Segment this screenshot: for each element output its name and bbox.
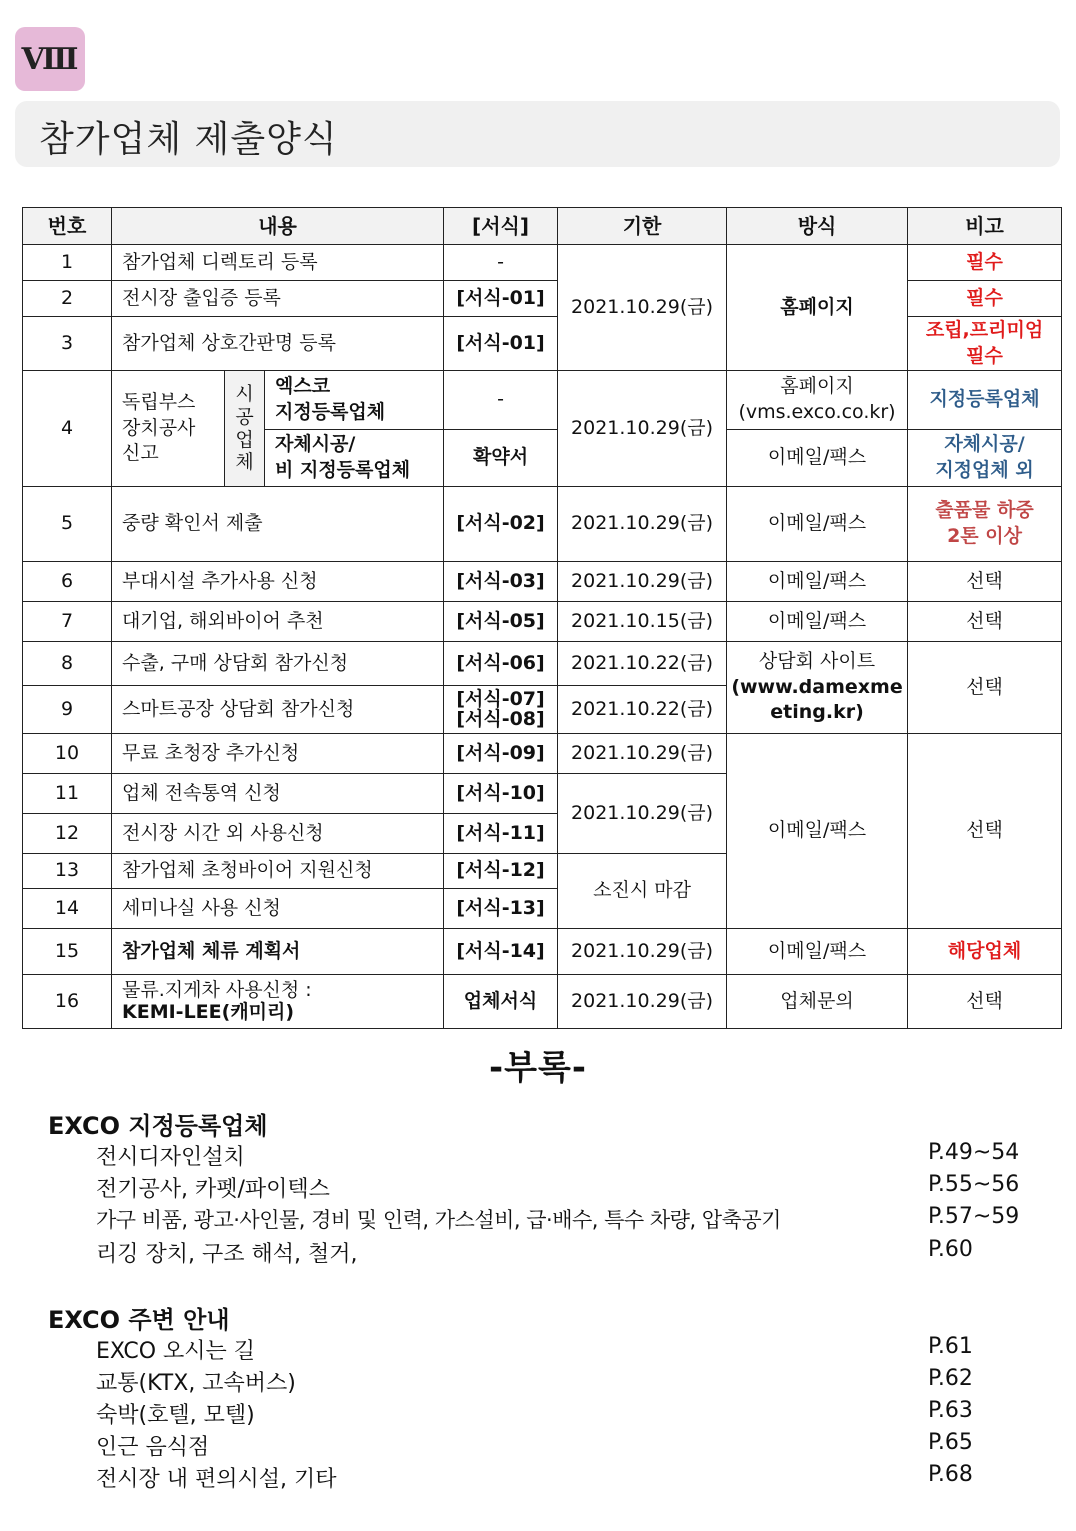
- page-title: 참가업체 제출양식: [39, 119, 338, 160]
- table-row: [23, 929, 1062, 975]
- note-line: 지정업체 외: [935, 459, 1034, 481]
- row-subcontent: [265, 371, 444, 430]
- appendix-item-label: 전시장 내 편의시설, 기타: [96, 1467, 337, 1492]
- row-number: 6: [23, 562, 112, 602]
- content-line: KEMI-LEE(캐미리): [122, 1000, 295, 1023]
- col-header-form: [서식]: [444, 208, 558, 245]
- row-number: 11: [23, 774, 112, 814]
- row-method: 홈페이지: [727, 245, 908, 371]
- row-content: 참가업체 상호간판명 등록: [112, 317, 444, 371]
- row-note-required: 필수: [908, 245, 1062, 281]
- row-form: [서식-09]: [444, 734, 558, 774]
- row-content: 참가업체 초청바이어 지원신청: [112, 854, 444, 889]
- appendix-item-page: P.55~56: [928, 1172, 1020, 1197]
- subcontent-line: 지정등록업체: [275, 401, 386, 423]
- row-note: [908, 487, 1062, 562]
- row-deadline: 2021.10.29(금): [558, 774, 727, 854]
- row-content: 참가업체 체류 계획서: [112, 929, 444, 975]
- appendix-item-label: 인근 음식점: [96, 1435, 210, 1460]
- col-header-content: 내용: [112, 208, 444, 245]
- row-content: 세미나실 사용 신청: [112, 889, 444, 929]
- row-content: 부대시설 추가사용 신청: [112, 562, 444, 602]
- appendix-item-label: 가구 비품, 광고·사인물, 경비 및 인력, 가스설비, 급·배수, 특수 차량, 압축공기: [96, 1208, 781, 1232]
- form-line: [서식-08]: [456, 707, 545, 730]
- row-form: [서식-06]: [444, 642, 558, 686]
- row-content: 전시장 시간 외 사용신청: [112, 814, 444, 854]
- appendix-item-page: P.62: [928, 1366, 973, 1391]
- title-bar: [15, 101, 1060, 167]
- content-line: 신고: [122, 442, 159, 465]
- row-deadline: 2021.10.22(금): [558, 686, 727, 734]
- row-content: 중량 확인서 제출: [112, 487, 444, 562]
- appendix-title: -부록-: [489, 1048, 587, 1088]
- appendix-item-page: P.68: [928, 1462, 973, 1487]
- method-line: eting.kr): [770, 701, 864, 724]
- row-number: 2: [23, 281, 112, 317]
- vertical-char: 업: [235, 428, 254, 451]
- col-header-note: 비고: [908, 208, 1062, 245]
- appendix-item-page: P.61: [928, 1334, 973, 1359]
- row-form: [서식-03]: [444, 562, 558, 602]
- row-number: 13: [23, 854, 112, 889]
- vertical-char: 시: [235, 382, 254, 405]
- row-number: 16: [23, 975, 112, 1029]
- row-deadline: 2021.10.22(금): [558, 642, 727, 686]
- row-deadline: 2021.10.29(금): [558, 245, 727, 371]
- appendix-item: [96, 1366, 1006, 1397]
- row-method: [727, 371, 908, 430]
- note-line: 조립,프리미엄: [925, 318, 1044, 341]
- subcontent-line: 자체시공/: [275, 433, 356, 456]
- content-line: 독립부스: [122, 391, 196, 414]
- appendix-item-page: P.60: [928, 1237, 973, 1262]
- row-note: 선택: [908, 562, 1062, 602]
- appendix-item-page: P.65: [928, 1430, 973, 1455]
- row-number: 9: [23, 686, 112, 734]
- row-note: 선택: [908, 602, 1062, 642]
- row-method: 이메일/팩스: [727, 734, 908, 929]
- row-form: 확약서: [444, 430, 558, 487]
- row-method: 이메일/팩스: [727, 929, 908, 975]
- row-form: [서식-12]: [444, 854, 558, 889]
- vertical-char: 공: [235, 405, 254, 428]
- row-number: 8: [23, 642, 112, 686]
- row-deadline: 2021.10.29(금): [558, 929, 727, 975]
- note-line: 출품물 하중: [935, 499, 1034, 522]
- row-content: 수출, 구매 상담회 참가신청: [112, 642, 444, 686]
- row-deadline: 2021.10.29(금): [558, 975, 727, 1029]
- table-header-row: [23, 208, 1062, 245]
- row-method: [727, 642, 908, 734]
- row-number: 12: [23, 814, 112, 854]
- appendix-section-title: EXCO 지정등록업체: [48, 1112, 268, 1140]
- appendix-item-page: P.49~54: [928, 1140, 1020, 1165]
- row-method: 업체문의: [727, 975, 908, 1029]
- appendix-item-label: 리깅 장치, 구조 해석, 철거,: [96, 1242, 358, 1267]
- row-subcontent: [265, 430, 444, 487]
- appendix-item: [96, 1204, 1020, 1234]
- row-number: 10: [23, 734, 112, 774]
- row-form: 업체서식: [444, 975, 558, 1029]
- appendix-item: [96, 1237, 1006, 1268]
- row-note: 선택: [908, 642, 1062, 734]
- appendix-item-label: 숙박(호텔, 모텔): [96, 1403, 255, 1428]
- appendix-item: [96, 1430, 1006, 1461]
- method-line: (www.damexme: [731, 675, 903, 698]
- content-line: 물류.지게차 사용신청 :: [122, 978, 312, 1001]
- appendix-item: [96, 1334, 1006, 1365]
- subcontent-line: 엑스코: [275, 375, 331, 398]
- method-line: 상담회 사이트: [758, 650, 876, 673]
- row-form: [서식-01]: [444, 317, 558, 371]
- row-content: [112, 975, 444, 1029]
- row-number: 5: [23, 487, 112, 562]
- row-note-required: 필수: [908, 281, 1062, 317]
- table-row: [23, 642, 1062, 686]
- row-form: [서식-13]: [444, 889, 558, 929]
- row-content: 대기업, 해외바이어 추천: [112, 602, 444, 642]
- row-form: [서식-10]: [444, 774, 558, 814]
- form-line: [서식-07]: [456, 687, 545, 710]
- row-form: -: [444, 371, 558, 430]
- row-method: 이메일/팩스: [727, 430, 908, 487]
- row-deadline: 2021.10.15(금): [558, 602, 727, 642]
- note-line: 자체시공/: [944, 433, 1025, 456]
- appendix-item: [96, 1172, 1020, 1203]
- row-number: 7: [23, 602, 112, 642]
- content-line: 장치공사: [122, 416, 196, 439]
- row-form: [서식-05]: [444, 602, 558, 642]
- row-content: 전시장 출입증 등록: [112, 281, 444, 317]
- row-content: 업체 전속통역 신청: [112, 774, 444, 814]
- note-line: 2톤 이상: [947, 525, 1022, 547]
- row-form: [서식-02]: [444, 487, 558, 562]
- row-number: 1: [23, 245, 112, 281]
- appendix-item-label: 전기공사, 카펫/파이텍스: [96, 1177, 330, 1202]
- appendix-item-page: P.63: [928, 1398, 973, 1423]
- row-deadline: 2021.10.29(금): [558, 487, 727, 562]
- row-deadline: 2021.10.29(금): [558, 562, 727, 602]
- subcontent-line: 비 지정등록업체: [275, 459, 411, 481]
- table-row: [23, 562, 1062, 602]
- row-form: [서식-11]: [444, 814, 558, 854]
- col-header-method: 방식: [727, 208, 908, 245]
- submission-forms-table: [22, 207, 1062, 1029]
- row-content: 무료 초청장 추가신청: [112, 734, 444, 774]
- row-form: [444, 686, 558, 734]
- method-line: 홈페이지: [780, 375, 854, 398]
- row-content: [112, 371, 225, 487]
- table-row: [23, 371, 1062, 430]
- row-note: [908, 317, 1062, 371]
- table-row: [23, 602, 1062, 642]
- table-row: [23, 487, 1062, 562]
- row-method: 이메일/팩스: [727, 487, 908, 562]
- row-deadline: 소진시 마감: [558, 854, 727, 929]
- vertical-char: 체: [235, 451, 254, 474]
- row-number: 14: [23, 889, 112, 929]
- row-number: 3: [23, 317, 112, 371]
- vertical-label-contractor: [225, 371, 265, 487]
- row-method: 이메일/팩스: [727, 562, 908, 602]
- section-number-badge: [15, 27, 85, 91]
- row-note: 선택: [908, 734, 1062, 929]
- row-note: 해당업체: [908, 929, 1062, 975]
- appendix-section-title: EXCO 주변 안내: [48, 1306, 230, 1334]
- row-note: [908, 430, 1062, 487]
- method-line: (vms.exco.co.kr): [738, 401, 896, 423]
- row-content: 스마트공장 상담회 참가신청: [112, 686, 444, 734]
- row-number: 4: [23, 371, 112, 487]
- appendix-item-label: 전시디자인설치: [96, 1145, 245, 1170]
- row-method: 이메일/팩스: [727, 602, 908, 642]
- row-deadline: 2021.10.29(금): [558, 734, 727, 774]
- appendix-item: [96, 1398, 1006, 1429]
- row-form: [서식-14]: [444, 929, 558, 975]
- appendix-item: [96, 1140, 1020, 1171]
- appendix-item: [96, 1462, 1006, 1493]
- section-number: Ⅷ: [21, 41, 79, 77]
- col-header-no: 번호: [23, 208, 112, 245]
- row-form: -: [444, 245, 558, 281]
- appendix-item-label: EXCO 오시는 길: [96, 1339, 256, 1364]
- appendix-item-page: P.57~59: [928, 1204, 1020, 1229]
- table-row: [23, 975, 1062, 1029]
- col-header-deadline: 기한: [558, 208, 727, 245]
- appendix-item-label: 교통(KTX, 고속버스): [96, 1371, 296, 1396]
- table-row: [23, 734, 1062, 774]
- row-note: 선택: [908, 975, 1062, 1029]
- row-content: 참가업체 디렉토리 등록: [112, 245, 444, 281]
- row-number: 15: [23, 929, 112, 975]
- row-deadline: 2021.10.29(금): [558, 371, 727, 487]
- row-form: [서식-01]: [444, 281, 558, 317]
- table-row: [23, 245, 1062, 281]
- note-line: 필수: [966, 344, 1003, 367]
- row-note: 지정등록업체: [908, 371, 1062, 430]
